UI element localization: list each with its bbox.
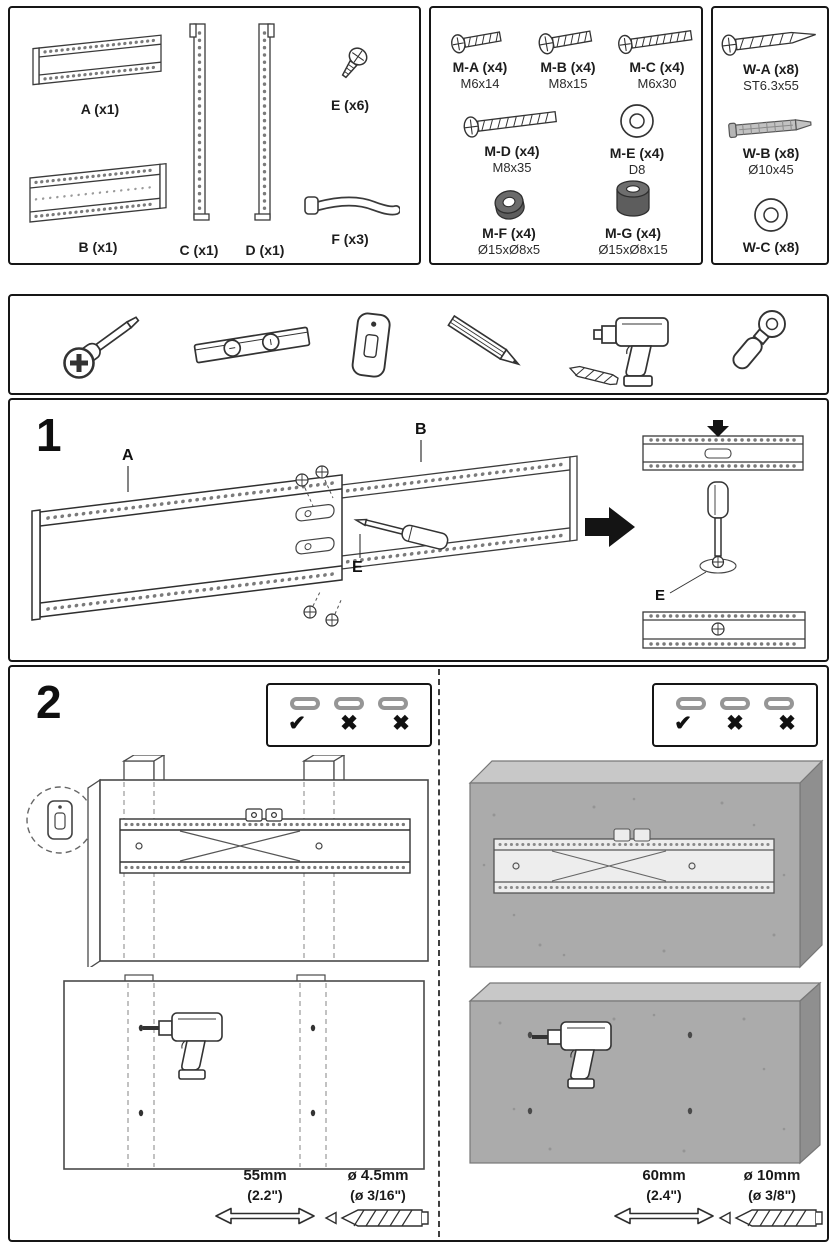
wall-hardware-wa-spec: ST6.3x55: [743, 78, 799, 93]
width-arrow-icon: [612, 1206, 716, 1226]
wood-wall-drilling-illustration: [24, 973, 432, 1179]
hardware-mc: [613, 24, 701, 91]
screwdriver-icon: [49, 305, 159, 385]
detail-label-e: E: [655, 587, 666, 604]
hardware-mg-label: M-G (x4): [605, 225, 661, 241]
hardware-mc-spec: M6x30: [637, 76, 677, 91]
tool-stud-finder: [340, 307, 402, 385]
drill-bit-concrete: [720, 1167, 824, 1230]
drill-bit-icon: [718, 1206, 826, 1230]
drill-depth-wood: [195, 1167, 335, 1226]
bracket-b-icon: [22, 156, 174, 236]
screws-e-bottom: [304, 606, 338, 626]
depth-mm-label: 55mm: [243, 1167, 287, 1184]
hardware-mc-label: M-C (x4): [629, 59, 685, 75]
depth-in-label: (2.4"): [646, 1187, 682, 1203]
slot-icon: [676, 697, 706, 710]
panel-step-1: [8, 398, 829, 662]
machine-screw-icon: [448, 24, 512, 56]
slot-icon: [720, 697, 750, 710]
slot-icons: [290, 697, 408, 710]
wall-hardware-wb-label: W-B (x8): [742, 145, 800, 161]
part-a-label: A (x1): [80, 101, 120, 117]
detail-rail-bottom: [643, 612, 805, 648]
step-2-number: 2: [36, 676, 62, 728]
rail-d-icon: [247, 18, 283, 228]
hardware-mb-label: M-B (x4): [540, 59, 596, 75]
rail-c-icon: [181, 18, 217, 228]
tool-screwdriver: [48, 304, 160, 386]
cross-mark: ✖: [340, 711, 358, 735]
hardware-me-label: M-E (x4): [609, 145, 665, 161]
panel-tools: [8, 294, 829, 395]
hardware-mb: [525, 24, 611, 91]
part-a: [24, 30, 176, 117]
screw-e-icon: [322, 42, 378, 94]
panel-mount-hardware: [429, 6, 703, 265]
wall-hardware-wa-label: W-A (x8): [743, 61, 799, 77]
lag-screw-icon: [720, 22, 822, 58]
machine-screw-icon: [461, 104, 563, 140]
cross-mark: ✖: [726, 711, 744, 735]
hardware-ma-label: M-A (x4): [452, 59, 508, 75]
part-d: [240, 18, 290, 258]
width-arrow-icon: [213, 1206, 317, 1226]
spacer-short-icon: [485, 182, 533, 222]
drill-icon: [568, 304, 683, 388]
hardware-mf: [457, 182, 561, 257]
hardware-mg: [575, 176, 691, 257]
detail-rail-top: [643, 420, 803, 470]
legend-concrete-mounting: [652, 683, 818, 747]
hardware-md: [449, 104, 575, 175]
legend-wood-mounting: [266, 683, 432, 747]
panel-step-2: [8, 665, 829, 1242]
hardware-mf-spec: Ø15xØ8x5: [477, 242, 541, 257]
part-e-label: E (x6): [330, 97, 370, 113]
tool-drill: [566, 302, 684, 390]
cable-strap-icon: [300, 188, 400, 228]
panel-parts: [8, 6, 421, 265]
step1-illustration: [10, 400, 826, 659]
concrete-wall-bracket-illustration: [454, 755, 824, 970]
stud-finder-detail: [27, 787, 93, 853]
mounting-bracket: [120, 809, 410, 873]
bit-mm-label: ø 4.5mm: [347, 1167, 409, 1184]
bracket-a-icon: [29, 30, 171, 98]
mounting-bracket: [494, 829, 774, 893]
wall-hardware-wa: [717, 22, 825, 93]
stud-finder-icon: [341, 309, 401, 383]
socket-wrench-icon: [710, 306, 800, 384]
slot-icons: [676, 697, 794, 710]
hardware-ma-spec: M6x14: [460, 76, 500, 91]
cross-mark: ✖: [778, 711, 796, 735]
hardware-md-spec: M8x35: [492, 160, 532, 175]
level-icon: [187, 317, 317, 372]
hardware-mf-label: M-F (x4): [482, 225, 536, 241]
drill-bit-wood: [324, 1167, 432, 1230]
part-c: [174, 18, 224, 258]
panel-wall-hardware: [711, 6, 829, 265]
check-mark: ✔: [674, 711, 692, 735]
part-d-label: D (x1): [245, 242, 285, 258]
bit-in-label: (ø 3/8"): [748, 1187, 796, 1203]
hardware-me-spec: D8: [628, 162, 646, 177]
slot-icon: [334, 697, 364, 710]
tool-socket-wrench: [708, 304, 802, 386]
tool-pencil: [434, 304, 542, 386]
detail-screwdriver: [700, 482, 736, 573]
legend-marks: [664, 713, 806, 734]
wall-anchor-icon: [725, 112, 817, 142]
concrete-wall-drilling-illustration: [454, 979, 824, 1167]
label-b: B: [415, 421, 427, 438]
check-mark: ✔: [288, 711, 306, 735]
part-c-label: C (x1): [179, 242, 219, 258]
section-divider: [438, 669, 440, 1237]
arrow-right-icon: [585, 507, 635, 547]
step-1-number: 1: [36, 409, 62, 461]
wood-wall: [64, 981, 424, 1169]
part-b: [18, 156, 178, 255]
cross-mark: ✖: [392, 711, 410, 735]
slot-icon: [290, 697, 320, 710]
legend-marks: [278, 713, 420, 734]
depth-in-label: (2.2"): [247, 1187, 283, 1203]
concrete-wall: [470, 1001, 800, 1163]
part-f-label: F (x3): [331, 231, 369, 247]
slot-icon: [378, 697, 408, 710]
spacer-long-icon: [607, 176, 659, 222]
pencil-icon: [436, 305, 541, 385]
arrow-down-icon: [707, 420, 729, 437]
wall-hardware-wb-spec: Ø10x45: [748, 162, 794, 177]
tool-level: [186, 314, 318, 374]
bit-mm-label: ø 10mm: [743, 1167, 801, 1184]
wall-hardware-wc: [741, 194, 801, 255]
drill-depth-concrete: [594, 1167, 734, 1226]
hardware-md-label: M-D (x4): [484, 143, 540, 159]
slot-icon: [764, 697, 794, 710]
depth-mm-label: 60mm: [642, 1167, 686, 1184]
machine-screw-icon: [536, 24, 600, 56]
wall-hardware-wc-label: W-C (x8): [742, 239, 800, 255]
hardware-mb-spec: M8x15: [548, 76, 588, 91]
wood-wall-bracket-illustration: [24, 755, 432, 967]
wall-hardware-wb: [723, 112, 819, 177]
hardware-ma: [437, 24, 523, 91]
machine-screw-icon: [616, 24, 698, 56]
part-b-label: B (x1): [78, 239, 118, 255]
bit-in-label: (ø 3/16"): [350, 1187, 406, 1203]
label-e: E: [352, 559, 363, 576]
part-f: [298, 188, 402, 247]
hardware-mg-spec: Ø15xØ8x15: [598, 242, 668, 257]
drill-bit-icon: [324, 1206, 432, 1230]
hardware-me: [591, 100, 683, 177]
part-e: [312, 42, 388, 113]
washer-icon: [615, 100, 659, 142]
washer-icon: [749, 194, 793, 236]
label-a: A: [122, 447, 134, 464]
